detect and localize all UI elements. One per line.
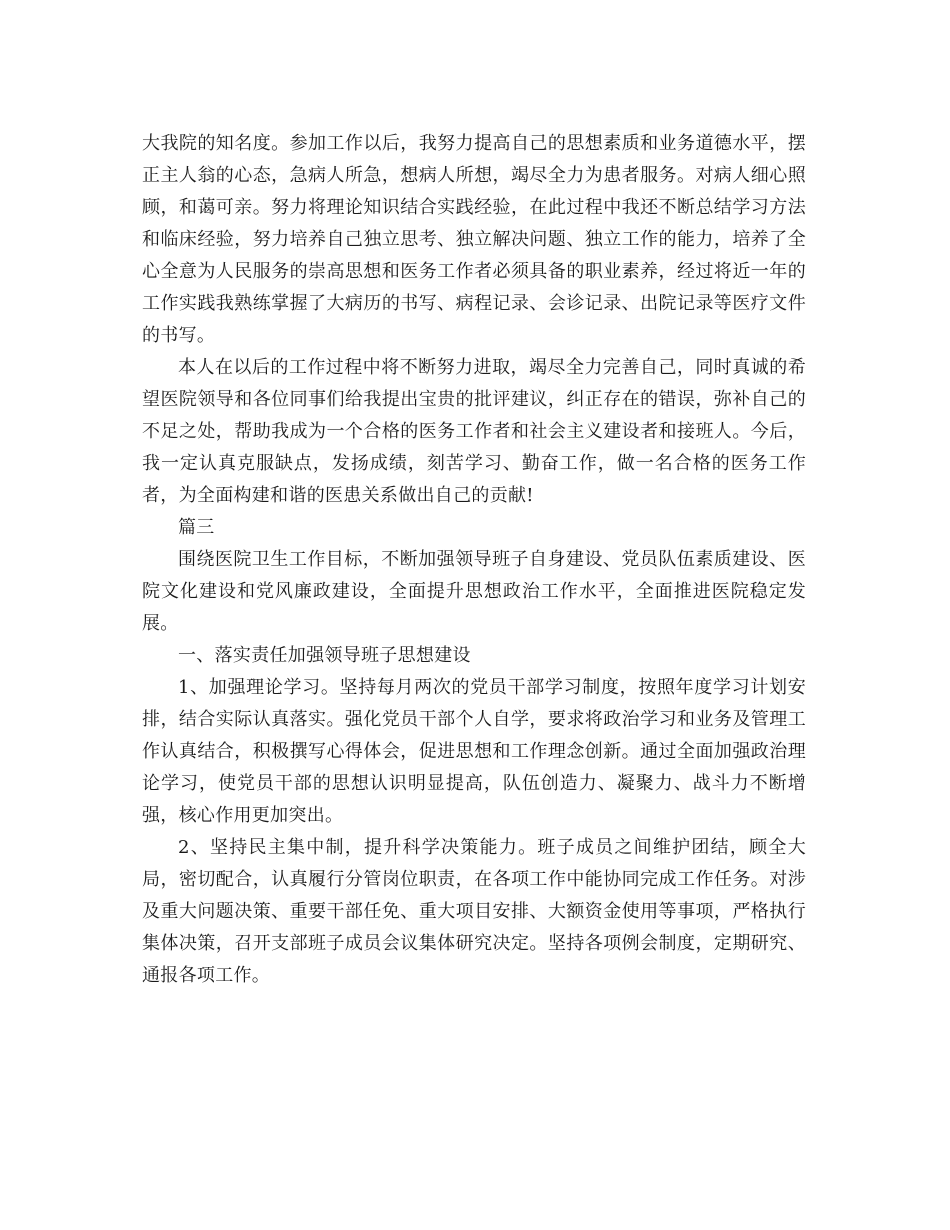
document-body <box>142 128 806 992</box>
paragraph-theory-study: 1、加强理论学习。坚持每月两次的党员干部学习制度，按照年度学习计划安排，结合实际认真落实。强化党员干部个人自学，要求将政治学习和业务及管理工作认真结合，积极撰写心得体会，促进思想和工作理念创新。通过全面加强政治理论学习，使党员干部的思想认识明显提高，队伍创造力、凝聚力、战斗力不断增强，核心作用更加突出。 <box>142 677 806 826</box>
paragraph-democratic-centralism: 2、坚持民主集中制，提升科学决策能力。班子成员之间维护团结，顾全大局，密切配合，认真履行分管岗位职责，在各项工作中能协同完成工作任务。对涉及重大问题决策、重要干部任免、重大项目安排、大额资金使用等事项，严格执行集体决策，召开支部班子成员会议集体研究决定。坚持各项例会制度，定期研究、通报各项工作。 <box>142 837 806 986</box>
subheading-leadership: 一、落实责任加强领导班子思想建设 <box>178 645 471 666</box>
paragraph-continuation: 大我院的知名度。参加工作以后，我努力提高自己的思想素质和业务道德水平，摆正主人翁的心态，急病人所急，想病人所想，竭尽全力为患者服务。对病人细心照顾，和蔼可亲。努力将理论知识结合实践经验，在此过程中我还不断总结学习方法和临床经验，努力培养自己独立思考、独立解决问题、独立工作的能力，培养了全心全意为人民服务的崇高思想和医务工作者必须具备的职业素养，经过将近一年的工作实践我熟练掌握了大病历的书写、病程记录、会诊记录、出院记录等医疗文件的书写。 <box>142 133 806 346</box>
paragraph-goals: 围绕医院卫生工作目标，不断加强领导班子自身建设、党员队伍素质建设、医院文化建设和党风廉政建设，全面提升思想政治工作水平，全面推进医院稳定发展。 <box>142 549 806 634</box>
paragraph-self-commitment: 本人在以后的工作过程中将不断努力进取，竭尽全力完善自己，同时真诚的希望医院领导和各位同事们给我提出宝贵的批评建议，纠正存在的错误，弥补自己的不足之处，帮助我成为一个合格的医务工作者和社会主义建设者和接班人。今后，我一定认真克服缺点，发扬成绩，刻苦学习、勤奋工作，做一名合格的医务工作者，为全面构建和谐的医患关系做出自己的贡献! <box>142 357 806 506</box>
section-heading-part-three: 篇三 <box>178 517 215 538</box>
